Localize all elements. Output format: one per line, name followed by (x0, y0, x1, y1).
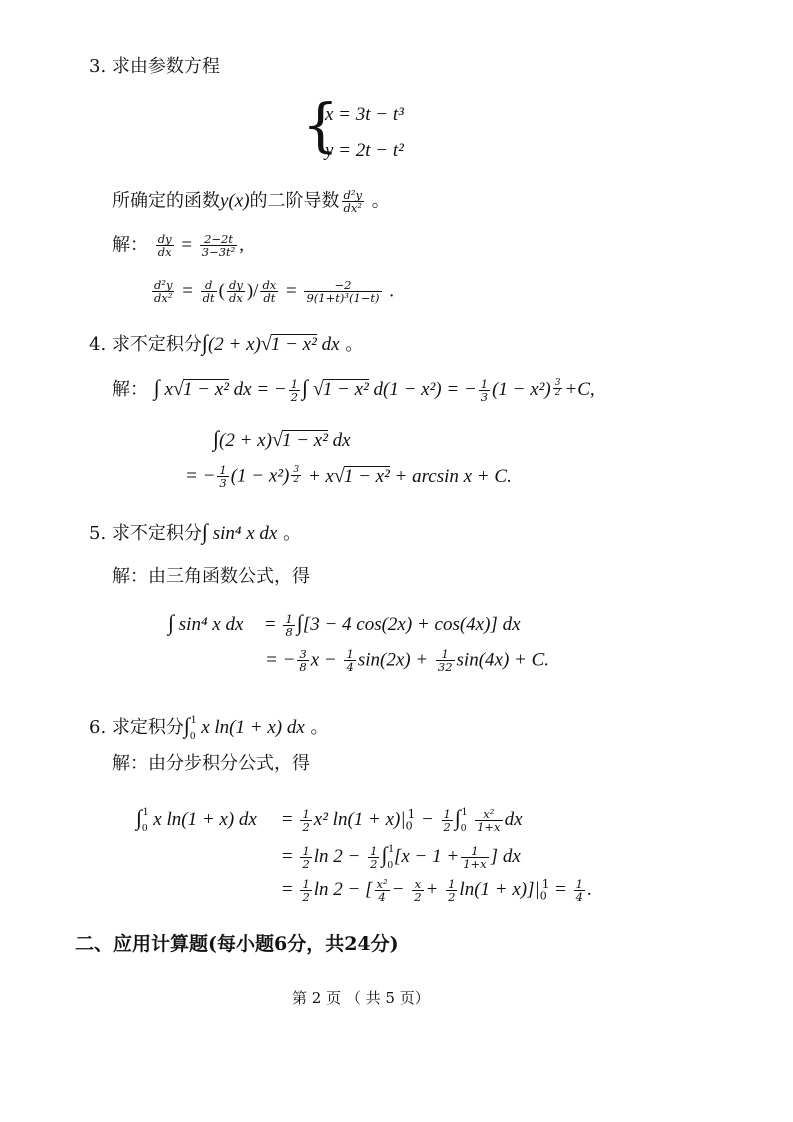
solution-label: 解： (112, 566, 148, 587)
problem-5-line2: = − $\frac{3}{8}$ x − $\frac{1}{4}$ sin(2x) + $\frac{1}{32}$ sin(4x) + C. (265, 647, 550, 674)
problem-4-solution-line1: 解： ∫ x√1 − x² dx = − $\frac{1}{2}$ ∫ √1 − x² d(1 − x²) = − $\frac{1}{3}$ (1 − x²) $^{\frac{3}{2}}$ +C, (112, 375, 595, 404)
problem-5-solution-intro: 解：由三角函数公式，得 (112, 566, 310, 587)
problem-4-title: 4. 求不定积分∫(2 + x)√1 − x² dx 。 (89, 330, 364, 355)
problem-6-line2: = $\frac{1}{2}$ ln 2 − $\frac{1}{2}$ $\int_0^1[x - 1$ + $\frac{1}{1+x}$ ] dx (282, 841, 521, 871)
problem-5-line1: ∫ sin⁴ x dx (168, 610, 244, 635)
solution-label: 解： (112, 753, 148, 774)
problem-4-solution-line3: = − $\frac{1}{3}$ (1 − x²) $^{\frac{3}{2}}$ + x√1 − x² + arcsin x + C. (185, 463, 512, 490)
problem-3-solution-step1: 解： $\frac{dy}{dx}$ = $\frac{2-2t}{\text{3−3t²}}$ , (112, 232, 245, 259)
equation-y: y = 2t − t² (325, 140, 404, 161)
problem-6-line1-lhs: $\int_0^1$ x ln(1 + x) dx (136, 804, 257, 834)
section-heading: 二、应用计算题(每小题6分，共24分) (75, 933, 399, 955)
solution-label: 解： (112, 379, 148, 400)
problem-4-solution-line2: ∫(2 + x)√1 − x² dx (213, 426, 351, 451)
problem-5-line1-rhs: = $\frac{1}{8}$ ∫[3 − 4 cos(2x) + cos(4x)] dx (265, 610, 521, 639)
problem-number: 5. (89, 523, 107, 544)
problem-stem: 求由参数方程 (111, 56, 220, 77)
problem-6-solution-intro: 解：由分步积分公式，得 (112, 753, 310, 774)
problem-6-line1-rhs: = $\frac{1}{2}$ x² $\ln(1 + x)|_0^1$ − $\frac{1}{2}$ $\int_0^1$ $\frac{\text{x²}}{1+x}$ dx (282, 804, 523, 834)
problem-6-title: 6. 求定积分$\int_0^1$ x ln(1 + x) dx 。 (89, 712, 329, 742)
problem-number: 6. (89, 717, 107, 738)
problem-3-question: 所确定的函数y(x)的二阶导数 $\frac{\text{d²y}}{\text{dx²}}$ 。 (112, 188, 390, 215)
problem-number: 3. (89, 56, 107, 77)
page-footer: 第 2 页 （ 共 5 页） (292, 989, 430, 1007)
problem-3-solution-step2: $\frac{\text{d²y}}{\text{dx²}}$ = $\frac{d}{dt}$ ( $\frac{dy}{dx}$ )/ $\frac{dx}{dt}$ = $\frac{-2}{\text{9(1+t)³(1−t)}}$ . (154, 278, 394, 305)
equation-x: x = 3t − t³ (325, 104, 404, 125)
problem-number: 4. (89, 334, 107, 355)
left-brace: { (302, 91, 339, 159)
problem-5-title: 5. 求不定积分∫ sin⁴ x dx 。 (89, 519, 302, 544)
problem-3-title (89, 56, 220, 78)
problem-6-line3: = $\frac{1}{2}$ ln 2 − [ $\frac{\text{x²}}{4}$ − $\frac{x}{2}$ + $\frac{1}{2}$ $\ln(1 + x)]|_0^1$ = $\frac{1}{4}$ . (282, 876, 592, 904)
solution-label: 解： (112, 234, 148, 256)
